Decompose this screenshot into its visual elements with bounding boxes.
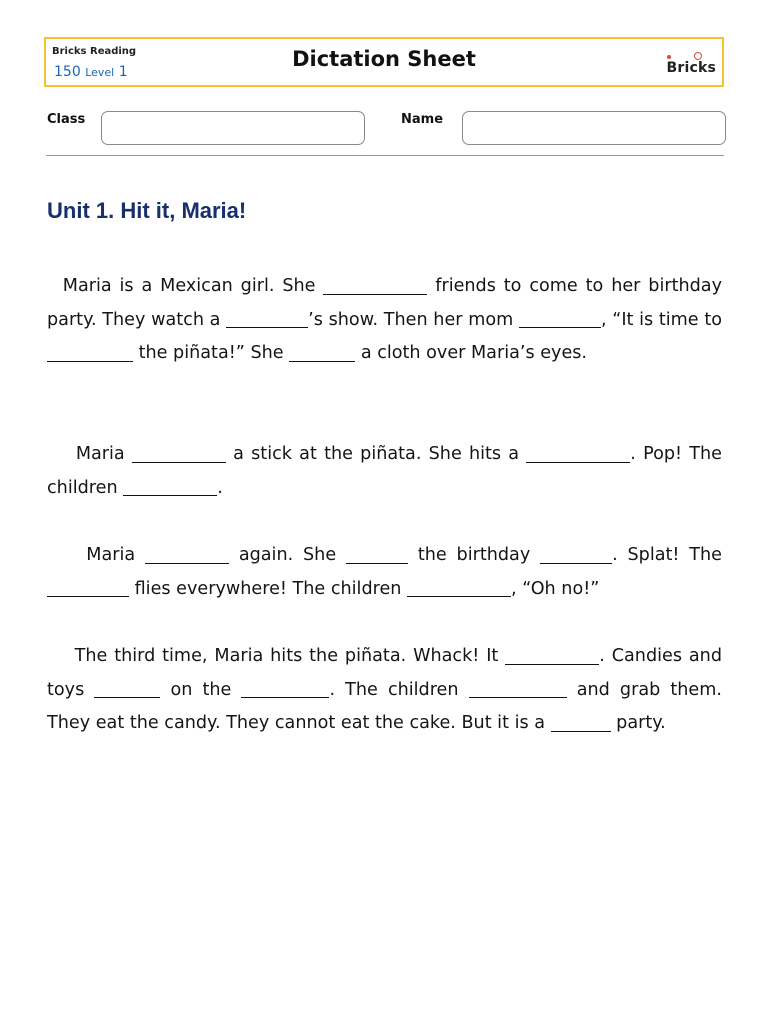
answer-blank[interactable] [123,479,217,497]
paragraph-2 [47,438,722,505]
level-label: Level [85,66,115,79]
answer-blank[interactable] [47,344,133,362]
answer-blank[interactable] [94,681,160,699]
passage-text: party. [610,713,666,734]
passage-text: Maria [47,545,145,565]
passage-text: . Splat! The [612,545,722,565]
passage-text: again. She [229,545,346,565]
paragraph-3 [47,539,722,606]
paragraph-4 [47,640,722,741]
answer-blank[interactable] [289,344,355,362]
answer-blank[interactable] [407,580,511,598]
sheet-title: Dictation Sheet [292,47,476,71]
name-field[interactable] [462,111,726,145]
series-name: Bricks Reading [52,46,137,57]
answer-blank[interactable] [241,681,329,699]
unit-title: Unit 1. Hit it, Maria! [47,198,247,223]
passage-text: . Pop! The children [47,444,723,498]
answer-blank[interactable] [47,580,129,598]
name-label: Name [401,112,444,127]
passage-text: , “It is time to [600,309,722,330]
passage-text: and grab them. They eat the candy. They cannot eat the cake. But it is a [47,679,722,734]
class-label: Class [47,112,86,127]
answer-blank[interactable] [540,546,612,564]
logo-mark-icon [694,52,702,60]
answer-blank[interactable] [469,681,567,699]
passage-text: The third time, Maria hits the piñata. Whack! It [47,646,506,666]
passage-text: . [217,477,223,498]
class-field[interactable] [101,111,365,145]
passage-text: Maria [47,444,132,464]
passage-text: . Candies and toys [47,646,722,700]
bricks-logo: Bricks [666,60,716,76]
answer-blank[interactable] [519,311,601,329]
passage-text: . The children [329,679,469,700]
divider [46,155,724,156]
level-value: 1 [118,64,128,80]
passage-text: , “Oh no!” [511,578,600,599]
answer-blank[interactable] [323,277,427,295]
passage-text: flies everywhere! The children [129,578,408,599]
sheet-header [44,37,724,87]
passage-text: ’s show. Then her mom [308,309,519,330]
passage-text: the birthday [408,545,541,565]
passage-text: on the [160,679,242,700]
answer-blank[interactable] [145,546,229,564]
answer-blank[interactable] [346,546,408,564]
answer-blank[interactable] [526,445,630,463]
passage-text: the piñata!” She [133,343,290,364]
passage-text: friends to come to her birthday party. They watch a [47,276,722,330]
passage-text: a cloth over Maria’s eyes. [355,343,588,364]
passage-text: Maria is a Mexican girl. She [47,276,324,296]
answer-blank[interactable] [132,445,226,463]
answer-blank[interactable] [226,311,308,329]
passage-text: a stick at the piñata. She hits a [225,444,527,464]
paragraph-1 [47,270,722,371]
answer-blank[interactable] [505,647,599,665]
level-number: 150 [54,64,81,80]
answer-blank[interactable] [551,714,611,732]
